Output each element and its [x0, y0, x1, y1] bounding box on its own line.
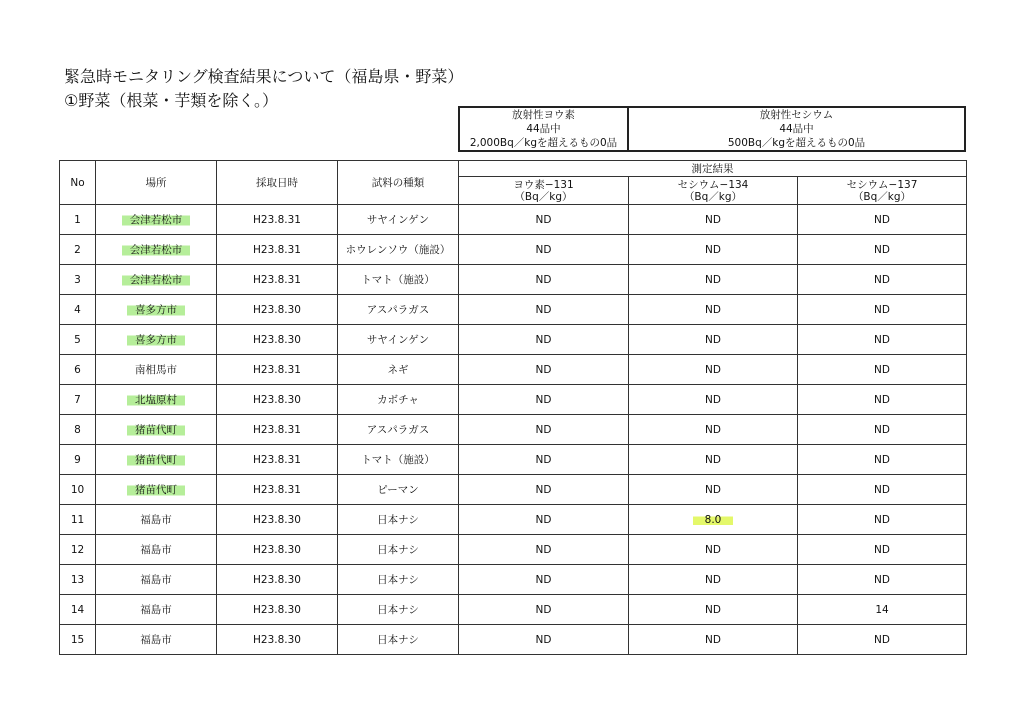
cell-place-text: 南相馬市 — [135, 364, 177, 376]
cell-date-text: H23.8.30 — [253, 633, 301, 646]
cell-i131 — [459, 535, 629, 565]
cell-date-text: H23.8.31 — [253, 273, 301, 286]
cell-no — [60, 505, 96, 535]
cell-place-text: 猪苗代町 — [127, 423, 185, 437]
cell-sample-text: アスパラガス — [366, 304, 430, 316]
cell-cs137-text: ND — [874, 393, 890, 406]
cell-i131-text: ND — [535, 363, 552, 376]
cell-i131 — [459, 325, 629, 355]
table-row — [60, 445, 967, 475]
cell-date-text: H23.8.30 — [253, 573, 301, 586]
cell-i131-text: ND — [535, 543, 552, 556]
cell-cs134-text: ND — [705, 363, 721, 376]
header-cs134-label: セシウム−134 — [677, 178, 749, 191]
cell-place-text: 猪苗代町 — [127, 453, 185, 467]
cell-date-text: H23.8.30 — [253, 603, 301, 616]
cell-sample-text: 日本ナシ — [377, 544, 419, 556]
cell-cs137-text: ND — [874, 513, 890, 526]
cell-date — [217, 265, 338, 295]
cell-cs134 — [629, 565, 798, 595]
cell-cs134-text: ND — [705, 273, 721, 286]
cell-date — [217, 355, 338, 385]
cell-cs134-text: ND — [705, 333, 721, 346]
cell-sample — [338, 265, 459, 295]
cell-no — [60, 475, 96, 505]
cell-cs134-text: ND — [705, 543, 721, 556]
cell-date-text: H23.8.31 — [253, 483, 301, 496]
cell-i131-text: ND — [535, 243, 552, 256]
cell-no — [60, 625, 96, 655]
cell-no-text: 6 — [74, 363, 81, 376]
cesium-summary-note: 500Bq／kgを超えるもの0品 — [727, 137, 866, 149]
cell-sample — [338, 625, 459, 655]
document-subtitle: ①野菜（根菜・芋類を除く。） — [64, 91, 279, 110]
cell-cs134 — [629, 625, 798, 655]
cell-sample — [338, 205, 459, 235]
cell-i131 — [459, 445, 629, 475]
cell-cs137-text: ND — [874, 423, 890, 436]
cell-place — [96, 625, 217, 655]
cell-place-text: 会津若松市 — [122, 273, 191, 287]
cell-date — [217, 205, 338, 235]
cell-date — [217, 295, 338, 325]
cell-sample — [338, 445, 459, 475]
cell-no-text: 7 — [74, 393, 81, 406]
cell-cs137 — [798, 295, 967, 325]
cell-i131-text: ND — [535, 573, 552, 586]
results-body — [60, 205, 967, 655]
cesium-summary — [629, 108, 964, 150]
cell-cs134-text: ND — [705, 483, 721, 496]
cell-sample-text: 日本ナシ — [377, 634, 419, 646]
cell-no-text: 3 — [74, 273, 81, 286]
cell-cs134 — [629, 445, 798, 475]
cell-cs137 — [798, 505, 967, 535]
cell-place — [96, 565, 217, 595]
cell-no — [60, 325, 96, 355]
header-sample: 試料の種類 — [338, 161, 459, 205]
cell-i131 — [459, 565, 629, 595]
cell-place — [96, 475, 217, 505]
cell-i131-text: ND — [535, 483, 552, 496]
cell-sample-text: 日本ナシ — [377, 514, 419, 526]
cell-place — [96, 535, 217, 565]
iodine-summary — [460, 108, 629, 150]
cell-date — [217, 565, 338, 595]
cell-date — [217, 595, 338, 625]
cell-date-text: H23.8.31 — [253, 363, 301, 376]
cell-i131-text: ND — [535, 303, 552, 316]
cell-i131-text: ND — [535, 393, 552, 406]
cell-cs134 — [629, 415, 798, 445]
cell-cs134-text: ND — [705, 423, 721, 436]
cell-cs134-text: 8.0 — [693, 513, 734, 527]
cell-cs134 — [629, 205, 798, 235]
cell-no-text: 14 — [70, 603, 85, 616]
summary-box — [458, 106, 966, 152]
cell-date — [217, 625, 338, 655]
cell-sample — [338, 295, 459, 325]
cell-sample-text: 日本ナシ — [377, 604, 419, 616]
cell-sample-text: カボチャ — [377, 394, 419, 406]
table-row — [60, 625, 967, 655]
cell-no — [60, 205, 96, 235]
cell-i131 — [459, 625, 629, 655]
cell-no-text: 15 — [70, 633, 85, 646]
cell-place — [96, 325, 217, 355]
header-result: 測定結果 — [459, 161, 967, 177]
cell-place-text: 福島市 — [140, 634, 172, 646]
cell-cs134 — [629, 535, 798, 565]
cell-cs134-text: ND — [705, 633, 721, 646]
cell-date-text: H23.8.30 — [253, 333, 301, 346]
cell-cs137-text: ND — [874, 243, 890, 256]
cell-no — [60, 445, 96, 475]
cell-date-text: H23.8.31 — [253, 453, 301, 466]
table-row — [60, 475, 967, 505]
cell-sample-text: ホウレンソウ（施設） — [345, 244, 451, 256]
iodine-summary-note: 2,000Bq／kgを超えるもの0品 — [469, 137, 618, 149]
cell-place — [96, 355, 217, 385]
cell-date — [217, 415, 338, 445]
cell-i131 — [459, 475, 629, 505]
cell-sample — [338, 595, 459, 625]
table-row — [60, 385, 967, 415]
cell-sample-text: ネギ — [387, 364, 409, 376]
cell-date-text: H23.8.31 — [253, 423, 301, 436]
cell-cs137 — [798, 325, 967, 355]
cell-sample — [338, 565, 459, 595]
table-row — [60, 505, 967, 535]
cell-place-text: 福島市 — [140, 514, 172, 526]
cell-i131 — [459, 205, 629, 235]
cell-no-text: 12 — [70, 543, 85, 556]
cell-cs137-text: ND — [874, 363, 890, 376]
cell-sample — [338, 505, 459, 535]
cell-sample-text: 日本ナシ — [377, 574, 419, 586]
header-cs134-unit: （Bq／kg） — [683, 190, 743, 203]
cell-cs137 — [798, 415, 967, 445]
cell-no-text: 5 — [74, 333, 81, 346]
table-row — [60, 325, 967, 355]
cell-date — [217, 445, 338, 475]
cell-no-text: 4 — [74, 303, 81, 316]
cell-sample — [338, 385, 459, 415]
cell-place — [96, 295, 217, 325]
cell-no — [60, 355, 96, 385]
cell-date-text: H23.8.30 — [253, 303, 301, 316]
cell-place — [96, 205, 217, 235]
cell-sample-text: トマト（施設） — [361, 454, 435, 466]
cell-cs134-text: ND — [705, 243, 721, 256]
cell-place-text: 福島市 — [140, 574, 172, 586]
cell-cs137 — [798, 235, 967, 265]
header-cs137 — [798, 177, 967, 205]
cesium-summary-label: 放射性セシウム — [759, 109, 834, 121]
cell-no — [60, 235, 96, 265]
cell-sample-text: トマト（施設） — [361, 274, 435, 286]
cell-i131 — [459, 235, 629, 265]
cell-cs134 — [629, 295, 798, 325]
cell-cs137 — [798, 475, 967, 505]
cell-cs134 — [629, 235, 798, 265]
cell-cs134-text: ND — [705, 213, 721, 226]
cell-no-text: 8 — [74, 423, 81, 436]
cell-place — [96, 595, 217, 625]
cell-cs134 — [629, 595, 798, 625]
iodine-summary-count: 44品中 — [526, 123, 561, 135]
cell-sample-text: サヤインゲン — [366, 334, 430, 346]
cell-sample-text: ピーマン — [377, 484, 419, 496]
cell-i131 — [459, 595, 629, 625]
cell-cs134-text: ND — [705, 453, 721, 466]
cell-i131 — [459, 415, 629, 445]
cell-place-text: 喜多方市 — [127, 333, 185, 347]
cell-no — [60, 565, 96, 595]
header-date: 採取日時 — [217, 161, 338, 205]
cell-cs137 — [798, 265, 967, 295]
cell-sample — [338, 475, 459, 505]
header-cs134 — [629, 177, 798, 205]
cell-cs137-text: ND — [874, 453, 890, 466]
cell-cs137 — [798, 355, 967, 385]
cell-sample — [338, 415, 459, 445]
cell-date — [217, 535, 338, 565]
cell-date — [217, 235, 338, 265]
cell-cs137 — [798, 625, 967, 655]
cell-place-text: 北塩原村 — [127, 393, 185, 407]
cell-date-text: H23.8.30 — [253, 513, 301, 526]
cell-cs134 — [629, 475, 798, 505]
cell-cs137 — [798, 565, 967, 595]
cell-place-text: 会津若松市 — [122, 213, 191, 227]
cell-cs137-text: ND — [874, 333, 890, 346]
cell-cs137 — [798, 595, 967, 625]
cell-date — [217, 505, 338, 535]
cell-place — [96, 505, 217, 535]
cell-date — [217, 325, 338, 355]
table-row — [60, 265, 967, 295]
table-row — [60, 355, 967, 385]
document-title: 緊急時モニタリング検査結果について（福島県・野菜） — [64, 67, 464, 86]
table-row — [60, 415, 967, 445]
cell-date-text: H23.8.30 — [253, 543, 301, 556]
cell-cs137-text: ND — [874, 573, 890, 586]
cell-place — [96, 265, 217, 295]
cell-i131-text: ND — [535, 513, 552, 526]
cell-cs134-text: ND — [705, 393, 721, 406]
header-place: 場所 — [96, 161, 217, 205]
cell-place-text: 会津若松市 — [122, 243, 191, 257]
cell-no — [60, 265, 96, 295]
cell-i131 — [459, 505, 629, 535]
table-row — [60, 295, 967, 325]
cell-cs134 — [629, 265, 798, 295]
cell-no — [60, 595, 96, 625]
cell-cs137-text: ND — [874, 633, 890, 646]
cell-place-text: 喜多方市 — [127, 303, 185, 317]
cell-date-text: H23.8.31 — [253, 213, 301, 226]
cell-cs137-text: ND — [874, 303, 890, 316]
cell-i131 — [459, 265, 629, 295]
cell-sample-text: サヤインゲン — [366, 214, 430, 226]
cell-cs134-text: ND — [705, 573, 721, 586]
cell-i131-text: ND — [535, 453, 552, 466]
cell-cs134 — [629, 385, 798, 415]
cell-i131 — [459, 295, 629, 325]
cell-no — [60, 535, 96, 565]
cell-cs134-text: ND — [705, 303, 721, 316]
header-i131 — [459, 177, 629, 205]
cell-i131-text: ND — [535, 333, 552, 346]
cell-cs134 — [629, 505, 798, 535]
header-cs137-label: セシウム−137 — [846, 178, 918, 191]
table-row — [60, 535, 967, 565]
cell-cs137-text: ND — [874, 483, 890, 496]
cell-no — [60, 295, 96, 325]
cell-place — [96, 415, 217, 445]
cell-sample — [338, 325, 459, 355]
cell-no-text: 9 — [74, 453, 81, 466]
header-i131-unit: （Bq／kg） — [514, 190, 573, 203]
cell-i131-text: ND — [535, 423, 552, 436]
cell-place — [96, 385, 217, 415]
cell-cs134-text: ND — [705, 603, 721, 616]
cell-date-text: H23.8.30 — [253, 393, 301, 406]
cell-place-text: 猪苗代町 — [127, 483, 185, 497]
table-row — [60, 205, 967, 235]
cell-sample — [338, 535, 459, 565]
cell-i131-text: ND — [535, 633, 552, 646]
cell-date-text: H23.8.31 — [253, 243, 301, 256]
results-table — [59, 160, 967, 655]
cell-sample — [338, 235, 459, 265]
iodine-summary-label: 放射性ヨウ素 — [512, 109, 575, 121]
cell-cs137-text: ND — [874, 273, 890, 286]
cell-cs134 — [629, 325, 798, 355]
cell-no-text: 1 — [74, 213, 81, 226]
cell-no-text: 2 — [74, 243, 81, 256]
header-i131-label: ヨウ素−131 — [513, 178, 574, 191]
cell-no-text: 13 — [70, 573, 85, 586]
cell-place — [96, 445, 217, 475]
cell-sample — [338, 355, 459, 385]
cell-place — [96, 235, 217, 265]
cell-date — [217, 385, 338, 415]
cell-cs137 — [798, 445, 967, 475]
cell-no — [60, 385, 96, 415]
cell-cs134 — [629, 355, 798, 385]
cell-i131-text: ND — [535, 273, 552, 286]
cell-place-text: 福島市 — [140, 604, 172, 616]
cell-no-text: 10 — [70, 483, 85, 496]
cell-cs137 — [798, 385, 967, 415]
cell-sample-text: アスパラガス — [366, 424, 430, 436]
cell-cs137-text: ND — [874, 543, 890, 556]
cell-i131-text: ND — [535, 213, 552, 226]
cesium-summary-count: 44品中 — [779, 123, 814, 135]
cell-i131 — [459, 355, 629, 385]
header-no: No — [60, 161, 96, 205]
header-cs137-unit: （Bq／kg） — [852, 190, 912, 203]
cell-cs137 — [798, 205, 967, 235]
cell-cs137-text: ND — [874, 213, 890, 226]
cell-i131 — [459, 385, 629, 415]
cell-date — [217, 475, 338, 505]
cell-no — [60, 415, 96, 445]
cell-cs137 — [798, 535, 967, 565]
table-row — [60, 565, 967, 595]
table-row — [60, 235, 967, 265]
table-row — [60, 595, 967, 625]
cell-i131-text: ND — [535, 603, 552, 616]
cell-place-text: 福島市 — [140, 544, 172, 556]
cell-no-text: 11 — [70, 513, 85, 526]
cell-cs137-text: 14 — [875, 603, 889, 616]
